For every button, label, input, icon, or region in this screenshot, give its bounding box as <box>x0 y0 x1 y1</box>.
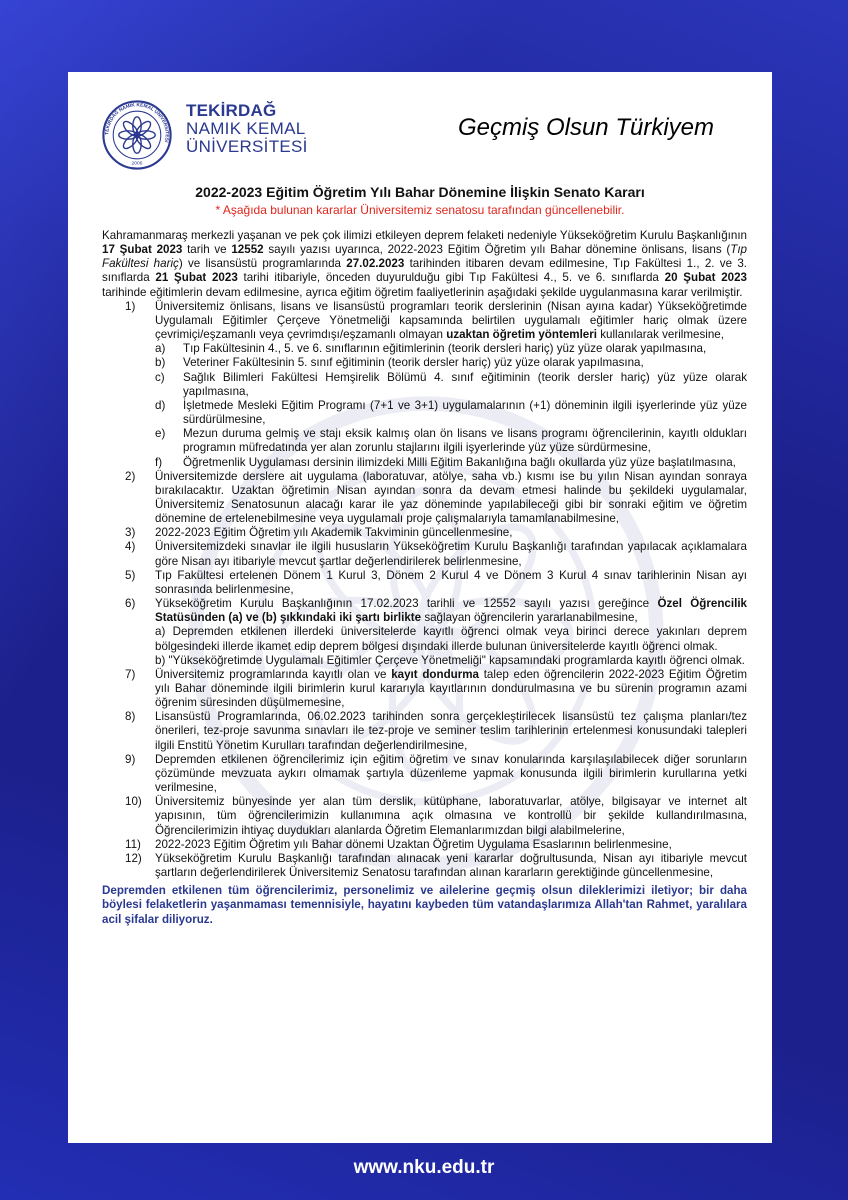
document-title: 2022-2023 Eğitim Öğretim Yılı Bahar Dönemine İlişkin Senato Kararı <box>195 184 645 200</box>
university-name-line3: ÜNİVERSİTESİ <box>186 136 308 156</box>
decision-item-9: 9) Depremden etkilenen öğrencilerimiz için eğitim öğretim ve sınav konularında karşılaşılabilecek diğer sorunların çözümünde mevzuata aykırı olmamak şartıyla düzenleme yapmak konusunda ilgili birimlerin kurullarına yetki verilmesine, <box>125 752 747 795</box>
university-name <box>186 102 308 156</box>
decision-item-6: 6) Yükseköğretim Kurulu Başkanlığının 17.02.2023 tarihli ve 12552 sayılı yazısı gereğince Özel Öğrencilik Statüsünden (a) ve (b) şıkkındaki iki şartı birlikte sağlayan öğrencilerin yararlanabilmesine, a) Depremden etkilenen illerdeki üniversitelerde kayıtlı öğrenci olmak veya birinci derece yakınları deprem bölgesindeki illerde ikamet edip deprem bölgesi dışındaki illerde bulunan üniversitelerde kayıtlı öğrenci olmak. b) "Yükseköğretimde Uygulamalı Eğitimler Çerçeve Yönetmeliği" kapsamındaki programlarda kayıtlı öğrenci olmak. <box>125 597 747 667</box>
sub-item-d: d) İşletmede Mesleki Eğitim Programı (7+1 ve 3+1) uygulamalarının (+1) döneminin ilgili işyerlerinde yüz yüze sürdürülmesine, <box>155 398 747 427</box>
logo-ring-text: TEKİRDAĞ NAMIK KEMAL ÜNİVERSİTESİ <box>105 103 169 143</box>
criteria-a: a) Depremden etkilenen illerdeki üniversitelerde kayıtlı öğrenci olmak veya birinci derece yakınları deprem bölgesindeki illerde ikamet edip deprem bölgesi dışındaki illerde bulunan üniversitelerde kayıtlı öğrenci olmak. <box>155 625 747 653</box>
university-logo <box>102 100 172 170</box>
decision-item-5: 5) Tıp Fakültesi ertelenen Dönem 1 Kurul 3, Dönem 2 Kurul 4 ve Dönem 3 Kurul 4 sınav tarihlerinin Nisan ayı sonrasında belirlenmesine, <box>125 568 747 596</box>
decision-item-12: 12) Yükseköğretim Kurulu Başkanlığı tarafından alınacak yeni kararlar doğrultusunda, Nisan ayı itibariyle mevcut şartların değerlendirilerek Üniversitemiz Senatosu tarafından alınan kararların gerektiğinde güncellenmesine, <box>125 851 747 880</box>
document-body <box>102 229 747 938</box>
sub-item-f: f) Öğretmenlik Uygulaması dersinin ilimizdeki Milli Eğitim Bakanlığına bağlı okullarda yüz yüze başlatılmasına, <box>155 455 736 469</box>
university-name-line1: TEKİRDAĞ <box>186 101 277 120</box>
decision-item-4: 4) Üniversitemizdeki sınavlar ile ilgili hususların Yükseköğretim Kurulu Başkanlığı tarafından yapılacak açıklamalara göre Nisan ayı itibariyle mevcut şartlar değerlendirilerek belirlenmesine, <box>125 540 747 568</box>
sub-item-c: c) Sağlık Bilimleri Fakültesi Hemşirelik Bölümü 4. sınıf eğitiminin (teorik dersler hariç) yüz yüze olarak yapılmasına, <box>155 370 747 398</box>
intro-paragraph: Kahramanmaraş merkezli yaşanan ve pek çok ilimizi etkileyen deprem felaketi nedeniyle Yükseköğretim Kurulu Başkanlığının 17 Şubat 2023 tarih ve 12552 sayılı yazısı uyarınca, 2022-2023 Eğitim Öğretim yılı Bahar dönemine önlisans, lisans (Tıp Fakültesi hariç) ve lisansüstü programlarında 27.02.2023 tarihinden itibaren devam edilmesine, Tıp Fakültesi 1., 2. ve 3. sınıflarda 21 Şubat 2023 tarihi itibariyle, önceden duyurulduğu gibi Tıp Fakültesi 4., 5. ve 6. sınıflarda 20 Şubat 2023 tarihinde eğitimlerin devam edilmesine, ayrıca eğitim öğretim faaliyetlerinin aşağıdaki şekilde uygulanmasına karar verilmiştir. <box>102 229 747 299</box>
website-link[interactable]: www.nku.edu.tr <box>353 1157 495 1178</box>
decision-item-3: 3) 2022-2023 Eğitim Öğretim yılı Akademik Takviminin güncellenmesine, <box>125 526 513 540</box>
decision-item-10: 10) Üniversitemiz bünyesinde yer alan tüm derslik, kütüphane, laboratuvarlar, atölye, bilgisayar ve internet alt yapısının, tüm öğrencilerimizin kullanımına açık olmasına ve kontrollü bir şekilde kullandırılmasına, Öğrencilerimizin ihtiyaç duydukları alanlarda Öğretim Elemanlarımızdan bilgi alabilmelerine, <box>125 795 747 837</box>
decision-item-1: 1) Üniversitemiz önlisans, lisans ve lisansüstü programları teorik derslerinin (Nisan ayına kadar) Yükseköğretimde Uygulamalı Eğitimler Çerçeve Yönetmeliği kapsamında belirtilen uygulamalı eğitimler hariç olmak üzere çevrimiçi/eşzamanlı veya çevrimdışı/eşzamanlı olmayan uzaktan öğretim yöntemleri kullanılarak verilmesine, a) Tıp Fakültesinin 4., 5. ve 6. sınıflarının eğitimlerinin (teorik dersleri hariç) yüz yüze olarak yapılmasına, b) Veteriner Fakültesinin 5. sınıf eğitiminin (teorik dersler hariç) yüz yüze olarak yapılmasına, c) Sağlık Bilimleri Fakültesi Hemşirelik Bölümü 4. sınıf eğitiminin (teorik dersler hariç) yüz yüze olarak yapılmasına, d) İşletmede Mesleki Eğitim Programı (7+1 ve 3+1) uygulamalarının (+1) döneminin ilgili işyerlerinde yüz yüze sürdürülmesine, e) Mezun duruma gelmiş ve stajı eksik kalmış olan ön lisans ve lisans programı öğrencilerinin, kayıtlı oldukları programın müfredatında yer alan zorunlu stajlarını ilgili işyerlerinde yüz yüze sürdürmesine, f) Öğretmenlik Uygulaması dersinin ilimizdeki Milli Eğitim Bakanlığına bağlı okullarda yüz yüze başlatılmasına, <box>125 299 747 469</box>
document-sheet <box>68 72 772 1143</box>
sub-item-b: b) Veteriner Fakültesinin 5. sınıf eğitiminin (teorik dersler hariç) yüz yüze olarak yapılmasına, <box>155 356 644 370</box>
university-name-line2: NAMIK KEMAL <box>186 118 306 138</box>
document-subtitle: * Aşağıda bulunan kararlar Üniversitemiz senatosu tarafından güncellenebilir. <box>215 203 625 217</box>
slogan: Geçmiş Olsun Türkiyem <box>457 114 714 141</box>
criteria-b: b) "Yükseköğretimde Uygulamalı Eğitimler Çerçeve Yönetmeliği" kapsamındaki programlarda kayıtlı öğrenci olmak. <box>155 653 745 667</box>
sub-item-a: a) Tıp Fakültesinin 4., 5. ve 6. sınıflarının eğitimlerinin (teorik dersleri hariç) yüz yüze olarak yapılmasına, <box>155 342 707 356</box>
decision-item-8: 8) Lisansüstü Programlarında, 06.02.2023 tarihinden sonra gerçekleştirilecek lisansüstü tez çalışma planları/tez önerileri, tez-proje savunma sınavları ile tez-proje ve seminer teslim tarihlerinin ertelenmesi konusundaki talepleri ilgili Enstitü Yönetim Kurulları tarafından değerlendirilmesine, <box>125 710 747 752</box>
decision-item-2: 2) Üniversitemizde derslere ait uygulama (laboratuvar, atölye, saha vb.) kısmı ise bu yılın Nisan ayından sonraya bırakılacaktır. Uzaktan öğretimin Nisan ayından sonra da devam etmesi halinde bu şekildeki uygulamalar, Üniversitemiz Senatosunun alacağı karar ile yaz döneminde yapılabileceği gibi bir sonraki eğitim ve öğretim dönemine de ertelenebilmesine veya uygulamalı proje çalışmalarıyla tamamlanabilmesine, <box>125 469 747 526</box>
logo-year: 2006 <box>131 161 143 167</box>
closing-message: Depremden etkilenen tüm öğrencilerimiz, personelimiz ve ailelerine geçmiş olsun dileklerimizi iletiyor; bir daha böylesi felaketlerin yaşanmaması temennisiyle, hayatını kaybeden tüm vatandaşlarımıza Allah'tan Rahmet, yaralılara acil şifalar diliyoruz. <box>102 884 747 926</box>
decision-item-7: 7) Üniversitemiz programlarında kayıtlı olan ve kayıt dondurma talep eden öğrencilerin 2022-2023 Eğitim Öğretim yılı Bahar döneminde ilgili birimlerin kurul kararıyla kayıtlarının dondurulmasına ve bu sürenin programın azami öğrenim süresinden düşülmemesine, <box>125 667 747 710</box>
decision-item-11: 11) 2022-2023 Eğitim Öğretim yılı Bahar dönemi Uzaktan Öğretim Uygulama Esaslarının belirlenmesine, <box>125 837 672 851</box>
sub-item-e: e) Mezun duruma gelmiş ve stajı eksik kalmış olan ön lisans ve lisans programı öğrencilerinin, kayıtlı oldukları programın müfredatında yer alan zorunlu stajlarını ilgili işyerlerinde yüz yüze sürdürmesine, <box>155 427 747 455</box>
